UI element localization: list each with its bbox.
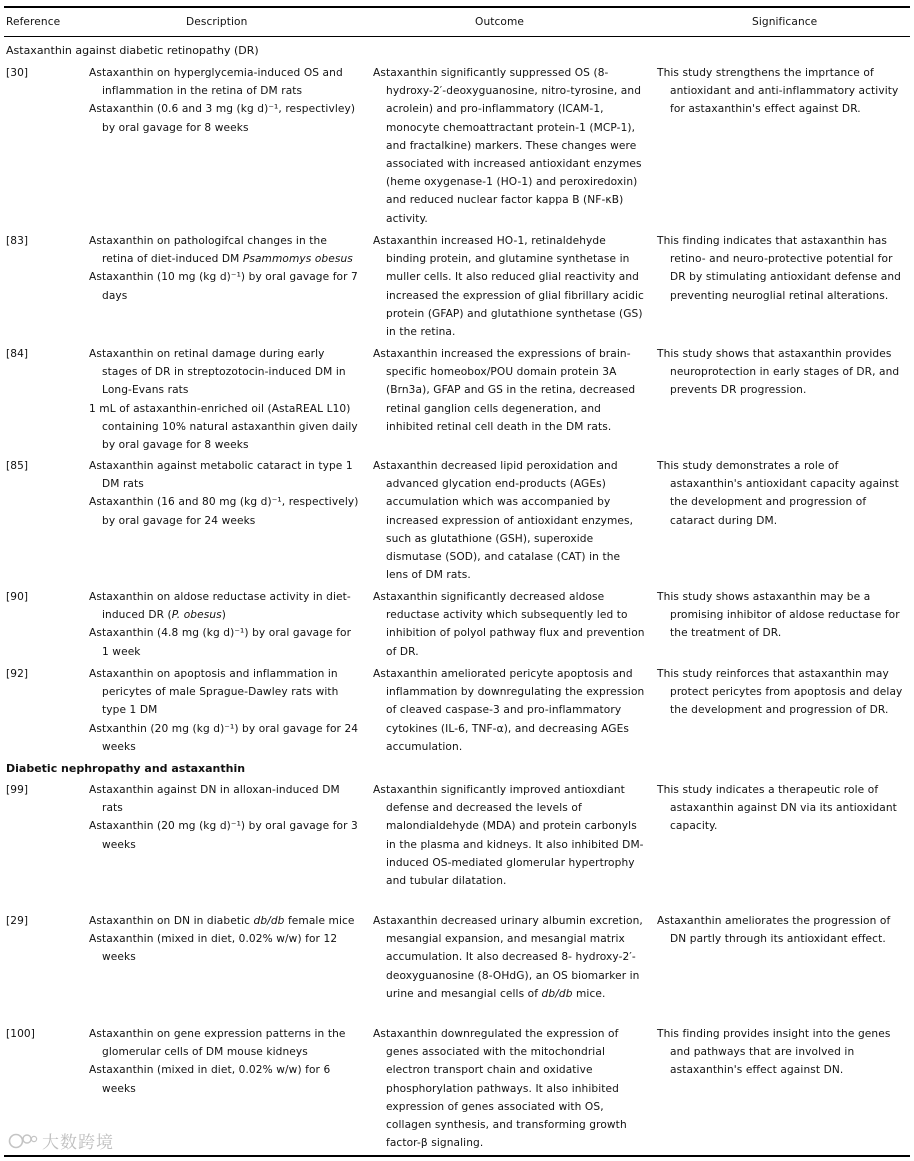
- header-significance: Significance: [752, 16, 818, 28]
- outcome-text: Astaxanthin increased the expressions of brain-specific homeobox/POU domain protein 3A (Brn3a), GFAP and GS in the retina, decreased retinal ganglion cells degeneration, and inhibited retinal cell death in the DM rats.: [373, 348, 636, 433]
- description-line: Astaxanthin on apoptosis and inflammation in pericytes of male Sprague-Dawley rats with type 1 DM: [89, 668, 339, 717]
- description-cell: [89, 345, 361, 454]
- outcome-cell: [373, 457, 645, 584]
- significance-cell: [657, 588, 909, 643]
- watermark-logo-icon: [8, 1132, 38, 1155]
- outcome-text: Astaxanthin increased HO-1, retinaldehyde binding protein, and glutamine synthetase in muller cells. It also reduced glial reactivity and increased the expression of glial fibrillary acidic protein (GFAP) and glutathione synthetase (GS) in the retina.: [373, 235, 644, 339]
- description-cell: [89, 64, 361, 137]
- reference-cell: [84]: [6, 348, 29, 360]
- description-line: Astaxanthin (0.6 and 3 mg (kg d)⁻¹, respectivley) by oral gavage for 8 weeks: [89, 103, 356, 134]
- reference-cell: [30]: [6, 67, 29, 79]
- description-line: Astaxanthin on hyperglycemia-induced OS and inflammation in the retina of DM rats: [89, 67, 343, 98]
- outcome-text: Astaxanthin ameliorated pericyte apoptosis and inflammation by downregulating the expression of cleaved caspase-3 and pro-inflammatory cytokines (IL-6, TNF-α), and decreasing AGEs accumulation.: [373, 668, 645, 753]
- significance-cell: [657, 1025, 909, 1080]
- outcome-text: Astaxanthin significantly improved antioxdiant defense and decreased the levels of malondialdehyde (MDA) and protein carbonyls in the plasma and kidneys. It also inhibited DM-induced OS-mediated glomerular hypertrophy and tubular dilatation.: [373, 784, 644, 888]
- description-line: 1 mL of astaxanthin-enriched oil (AstaREAL L10) containing 10% natural astaxanthin given daily by oral gavage for 8 weeks: [89, 402, 358, 452]
- significance-cell: [657, 345, 909, 400]
- significance-text: This study shows that astaxanthin provides neuroprotection in early stages of DR, and prevents DR progression.: [657, 348, 900, 397]
- description-line: Astaxanthin on DN in diabetic db/db female mice: [89, 915, 355, 927]
- reference-cell: [29]: [6, 915, 29, 927]
- description-cell: [89, 588, 361, 661]
- significance-text: This study shows astaxanthin may be a promising inhibitor of aldose reductase for the treatment of DR.: [657, 591, 900, 640]
- table-bottom-rule: [4, 1155, 910, 1157]
- reference-cell: [85]: [6, 460, 29, 472]
- reference-cell: [83]: [6, 235, 29, 247]
- description-line: Astaxanthin on aldose reductase activity in diet-induced DR (P. obesus): [89, 591, 351, 622]
- outcome-cell: [373, 64, 645, 228]
- significance-cell: [657, 232, 909, 305]
- outcome-cell: [373, 345, 645, 436]
- outcome-text: Astaxanthin significantly suppressed OS (8-hydroxy-2′-deoxyguanosine, nitro-tyrosine, and acrolein) and pro-inflammatory (ICAM-1, monocyte chemoattractant protein-1 (MCP-1), and fractalkine) markers. These changes were associated with increased antioxidant enzymes (heme oxygenase-1 (HO-1) and peroxiredoxin) and reduced nuclear factor kappa B (NF-κB) activity.: [373, 67, 642, 225]
- significance-cell: [657, 665, 909, 720]
- significance-text: This study strengthens the imprtance of antioxidant and anti-inflammatory activity for astaxanthin's effect against DR.: [657, 67, 899, 116]
- reference-cell: [99]: [6, 784, 29, 796]
- description-cell: [89, 457, 361, 530]
- description-line: Astaxanthin on pathologifcal changes in the retina of diet-induced DM Psammomys obesus: [89, 235, 353, 266]
- significance-text: Astaxanthin ameliorates the progression of DN partly through its antioxidant effect.: [657, 915, 891, 946]
- section-title-dn: Diabetic nephropathy and astaxanthin: [6, 762, 246, 775]
- header-outcome: Outcome: [475, 16, 525, 28]
- outcome-text: Astaxanthin significantly decreased aldose reductase activity which subsequently led to inhibition of polyol pathway flux and prevention of DR.: [373, 591, 645, 658]
- description-line: Astaxanthin (mixed in diet, 0.02% w/w) for 6 weeks: [89, 1064, 331, 1095]
- description-line: Astaxanthin against DN in alloxan-induced DM rats: [89, 784, 340, 815]
- significance-cell: [657, 64, 909, 119]
- description-cell: [89, 232, 361, 305]
- significance-text: This finding provides insight into the genes and pathways that are involved in astaxanthin's effect against DN.: [657, 1028, 891, 1077]
- outcome-text: Astaxanthin decreased lipid peroxidation and advanced glycation end-products (AGEs) accumulation which was accompanied by increased expression of antioxidant enzymes, such as glutathione (GSH), superoxide dismutase (SOD), and catalase (CAT) in the lens of DM rats.: [373, 460, 634, 582]
- description-line: Astaxanthin on gene expression patterns in the glomerular cells of DM mouse kidneys: [89, 1028, 346, 1059]
- description-line: Astaxanthin on retinal damage during early stages of DR in streptozotocin-induced DM in Long-Evans rats: [89, 348, 346, 397]
- description-line: Astaxanthin (4.8 mg (kg d)⁻¹) by oral gavage for 1 week: [89, 627, 352, 658]
- significance-text: This study indicates a therapeutic role of astaxanthin against DN via its antioxidant capacity.: [657, 784, 897, 833]
- header-description: Description: [186, 16, 248, 28]
- outcome-cell: [373, 232, 645, 341]
- section-title-dr: Astaxanthin against diabetic retinopathy (DR): [6, 44, 259, 57]
- significance-text: This study demonstrates a role of astaxanthin's antioxidant capacity against the development and progression of cataract during DM.: [657, 460, 899, 527]
- outcome-cell: [373, 588, 645, 661]
- description-cell: [89, 1025, 361, 1098]
- reference-cell: [100]: [6, 1028, 35, 1040]
- outcome-text: Astaxanthin downregulated the expression of genes associated with the mitochondrial electron transport chain and oxidative phosphorylation pathways. It also inhibited expression of genes associated with OS, collagen synthesis, and transforming growth factor-β signaling.: [373, 1028, 627, 1150]
- description-line: Astxanthin (20 mg (kg d)⁻¹) by oral gavage for 24 weeks: [89, 722, 359, 753]
- header-rule: [4, 36, 910, 37]
- description-line: Astaxanthin against metabolic cataract in type 1 DM rats: [89, 460, 353, 491]
- significance-cell: [657, 781, 909, 836]
- reference-cell: [92]: [6, 668, 29, 680]
- outcome-cell: [373, 912, 645, 1003]
- outcome-cell: [373, 1025, 645, 1152]
- outcome-cell: [373, 665, 645, 756]
- description-line: Astaxanthin (10 mg (kg d)⁻¹) by oral gavage for 7 days: [89, 271, 358, 302]
- description-line: Astaxanthin (20 mg (kg d)⁻¹) by oral gavage for 3 weeks: [89, 820, 358, 851]
- description-line: Astaxanthin (mixed in diet, 0.02% w/w) for 12 weeks: [89, 933, 338, 964]
- table-top-rule: [4, 6, 910, 8]
- description-line: Astaxanthin (16 and 80 mg (kg d)⁻¹, respectively) by oral gavage for 24 weeks: [89, 496, 359, 527]
- description-cell: [89, 912, 361, 967]
- description-cell: [89, 781, 361, 854]
- significance-text: This finding indicates that astaxanthin has retino- and neuro-protective potential for DR by stimulating antioxidant defense and preventing neuroglial retinal alterations.: [657, 235, 901, 302]
- significance-cell: [657, 912, 909, 948]
- header-reference: Reference: [6, 16, 61, 28]
- reference-cell: [90]: [6, 591, 29, 603]
- outcome-text: Astaxanthin decreased urinary albumin excretion, mesangial expansion, and mesangial matrix accumulation. It also decreased 8- hydroxy-2′-deoxyguanosine (8-OHdG), an OS biomarker in urine and mesangial cells of db/db mice.: [373, 915, 643, 1000]
- outcome-cell: [373, 781, 645, 890]
- significance-text: This study reinforces that astaxanthin may protect pericytes from apoptosis and delay the development and progression of DR.: [657, 668, 903, 717]
- watermark: [8, 1128, 114, 1155]
- significance-cell: [657, 457, 909, 530]
- watermark-text: 大数跨境: [42, 1133, 114, 1153]
- description-cell: [89, 665, 361, 756]
